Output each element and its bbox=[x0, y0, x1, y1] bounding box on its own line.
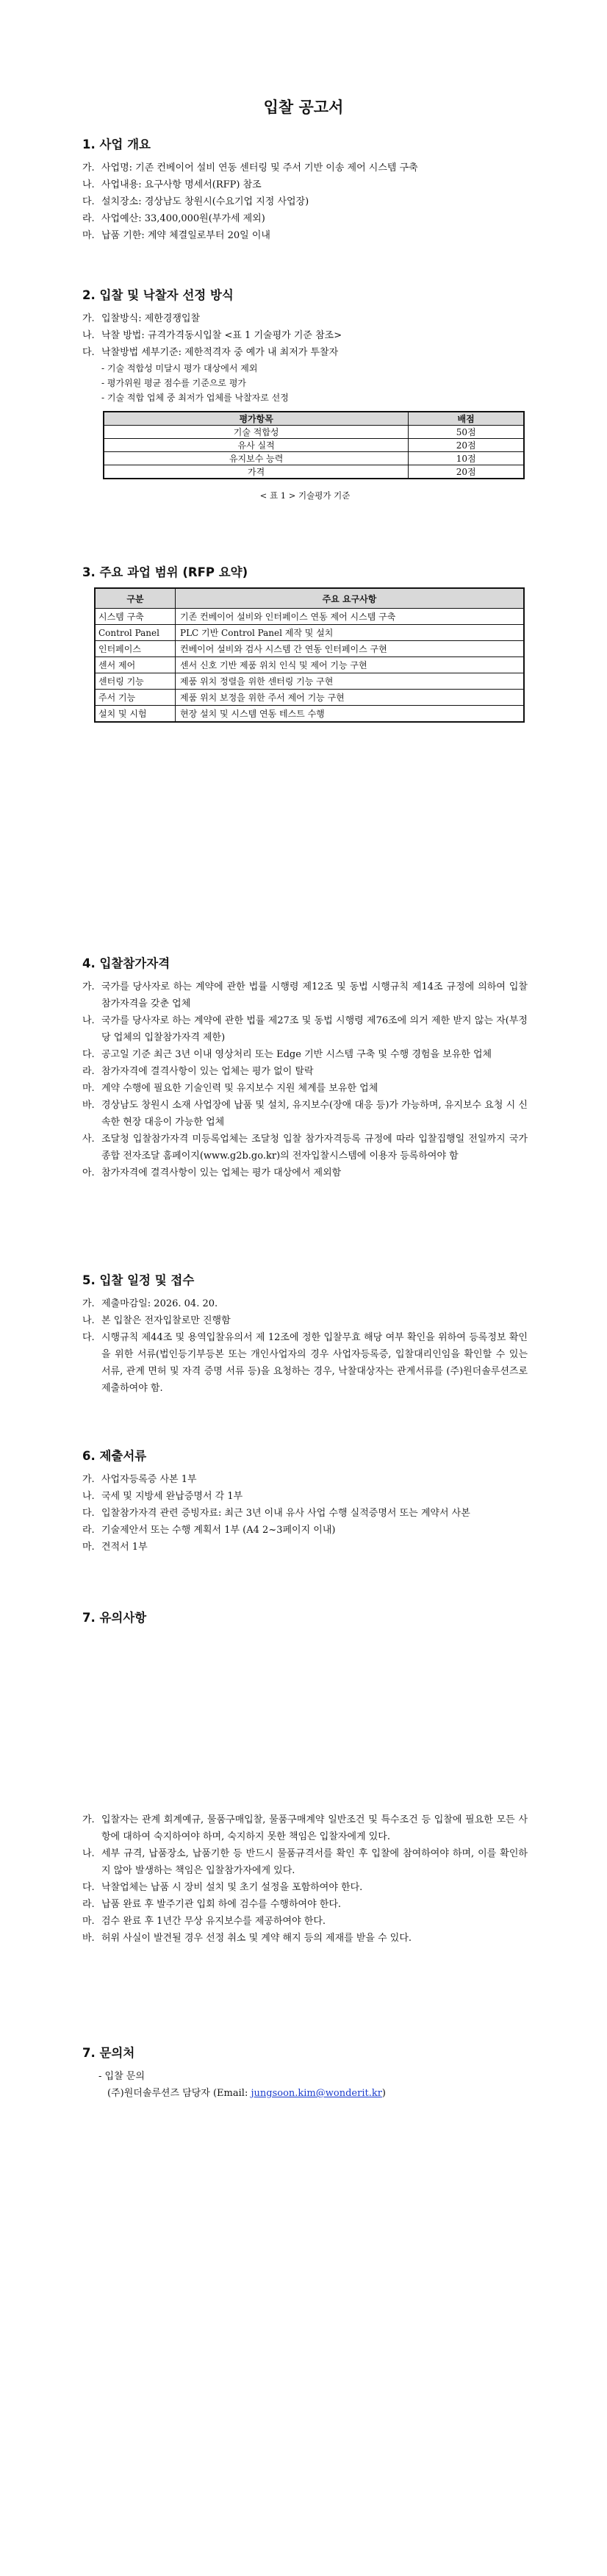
section-heading: 6. 제출서류 bbox=[82, 1449, 147, 1463]
sub-note: - 평가위원 평균 점수를 기준으로 평가 bbox=[101, 378, 247, 388]
section-heading: 3. 주요 과업 범위 (RFP 요약) bbox=[82, 565, 248, 579]
list-item: 라. 납품 완료 후 발주기관 입회 하에 검수를 수행하여야 한다. bbox=[82, 1899, 342, 1910]
list-item: 아. 참가자격에 결격사항이 있는 업체는 평가 대상에서 제외함 bbox=[82, 1167, 342, 1178]
list-item: 가. 국가를 당사자로 하는 계약에 관한 법률 시행령 제12조 및 동법 시행규칙 제14조 규정에 의하여 입찰참가자격을 갖춘 업체 bbox=[82, 981, 528, 1009]
sub-note: - 기술 적합성 미달시 평가 대상에서 제외 bbox=[101, 363, 258, 373]
table-row: 가격 20점 bbox=[104, 465, 524, 479]
sub-note: - 기술 적합 업체 중 최저가 업체를 낙찰자로 선정 bbox=[101, 393, 289, 403]
list-item: 다. 낙찰업체는 납품 시 장비 설치 및 초기 설정을 포함하여야 한다. bbox=[82, 1882, 363, 1893]
table-caption: < 표 1 > 기술평가 기준 bbox=[259, 490, 351, 501]
list-item: 다. 설치장소: 경상남도 창원시(수요기업 지정 사업장) bbox=[82, 196, 309, 207]
list-item: 가. 입찰자는 관계 회계예규, 물품구매입찰, 물품구매계약 일반조건 및 특수조건 등 입찰에 필요한 모든 사항에 대하여 숙지하여야 하며, 숙지하지 못한 책임은 입찰자에게 있다. bbox=[82, 1814, 528, 1842]
section-bidding-method bbox=[82, 285, 528, 501]
section-notes bbox=[82, 1811, 528, 1947]
table-row: 시스템 구축 기존 컨베이어 설비와 인터페이스 연동 제어 시스템 구축 bbox=[95, 609, 524, 625]
table-row: 센터링 기능 제품 위치 정렬을 위한 센터링 기능 구현 bbox=[95, 673, 524, 690]
list-item: 바. 허위 사실이 발견될 경우 선정 취소 및 계약 해지 등의 제재를 받을 수 있다. bbox=[82, 1933, 412, 1944]
list-item: 라. 참가자격에 결격사항이 있는 업체는 평가 없이 탈락 bbox=[82, 1066, 314, 1077]
contact-prefix: (주)원더솔루션즈 담당자 (Email: bbox=[107, 2088, 251, 2099]
table-row: 유사 실적 20점 bbox=[104, 439, 524, 452]
list-item: 나. 국세 및 지방세 완납증명서 각 1부 bbox=[82, 1491, 243, 1502]
table-row: 주서 기능 제품 위치 보정을 위한 주서 제어 기능 구현 bbox=[95, 690, 524, 706]
requirements-table bbox=[94, 587, 525, 723]
section-documents bbox=[82, 1446, 528, 1556]
table-row: 기술 적합성 50점 bbox=[104, 426, 524, 439]
list-item: 마. 견적서 1부 bbox=[82, 1542, 148, 1553]
section-scope bbox=[82, 562, 528, 723]
list-item: 가. 사업명: 기존 컨베이어 설비 연동 센터링 및 주서 기반 이송 제어 시스템 구축 bbox=[82, 162, 418, 173]
section-contact bbox=[82, 2043, 528, 2102]
item-list bbox=[82, 1811, 528, 1947]
list-item: 가. 제출마감일: 2026. 04. 20. bbox=[82, 1298, 218, 1309]
table-header: 배점 bbox=[409, 412, 524, 426]
section-heading: 2. 입찰 및 낙찰자 선정 방식 bbox=[82, 288, 234, 302]
item-list bbox=[82, 310, 528, 361]
table-header: 평가항목 bbox=[104, 412, 409, 426]
table-row: 인터페이스 컨베이어 설비와 검사 시스템 간 연동 인터페이스 구현 bbox=[95, 641, 524, 657]
list-item: 마. 검수 완료 후 1년간 무상 유지보수를 제공하여야 한다. bbox=[82, 1916, 326, 1927]
item-list bbox=[82, 1295, 528, 1397]
list-item: 다. 낙찰방법 세부기준: 제한적격자 중 예가 내 최저가 투찰자 bbox=[82, 347, 339, 358]
list-item: 가. 사업자등록증 사본 1부 bbox=[82, 1474, 197, 1485]
list-item: 나. 사업내용: 요구사항 명세서(RFP) 참조 bbox=[82, 179, 262, 190]
item-list bbox=[82, 1471, 528, 1556]
contact-email-link[interactable]: jungsoon.kim@wonderit.kr bbox=[251, 2088, 382, 2099]
item-list bbox=[82, 978, 528, 1181]
section-notes-heading bbox=[82, 1608, 528, 1633]
contact-line bbox=[82, 2085, 528, 2102]
list-item: 바. 경상남도 창원시 소재 사업장에 납품 및 설치, 유지보수(장애 대응 등)가 가능하며, 유지보수 요청 시 신속한 현장 대응이 가능한 업체 bbox=[82, 1100, 528, 1128]
section-heading: 7. 문의처 bbox=[82, 2046, 135, 2060]
table-header-row bbox=[104, 412, 524, 426]
item-list bbox=[82, 160, 528, 244]
table-row: Control Panel PLC 기반 Control Panel 제작 및 설치 bbox=[95, 625, 524, 641]
list-item: 마. 계약 수행에 필요한 기술인력 및 유지보수 지원 체계를 보유한 업체 bbox=[82, 1083, 378, 1094]
section-heading: 4. 입찰참가자격 bbox=[82, 956, 170, 970]
list-item: 라. 기술제안서 또는 수행 계획서 1부 (A4 2~3페이지 이내) bbox=[82, 1525, 336, 1536]
section-schedule bbox=[82, 1270, 528, 1397]
section-overview bbox=[82, 135, 528, 244]
contact-suffix: ) bbox=[381, 2088, 386, 2099]
list-item: 가. 입찰방식: 제한경쟁입찰 bbox=[82, 313, 201, 324]
list-item: 마. 납품 기한: 계약 체결일로부터 20일 이내 bbox=[82, 230, 270, 241]
table-header: 주요 요구사항 bbox=[176, 588, 525, 609]
table-row: 센서 제어 센서 신호 기반 제품 위치 인식 및 제어 기능 구현 bbox=[95, 657, 524, 673]
page-title: 입찰 공고서 bbox=[263, 99, 344, 116]
contact-label: - 입찰 문의 bbox=[98, 2071, 145, 2082]
list-item: 나. 국가를 당사자로 하는 계약에 관한 법률 제27조 및 동법 시행령 제76조에 의거 제한 받지 않는 자(부정당 업체의 입찰참가자격 제한) bbox=[82, 1015, 528, 1043]
list-item: 나. 세부 규격, 납품장소, 납품기한 등 반드시 물품규격서를 확인 후 입찰에 참여하여야 하며, 이를 확인하지 않아 발생하는 책임은 입찰참가자에게 있다. bbox=[82, 1848, 528, 1876]
section-heading: 5. 입찰 일정 및 접수 bbox=[82, 1273, 195, 1287]
section-eligibility bbox=[82, 954, 528, 1181]
table-row: 설치 및 시험 현장 설치 및 시스템 연동 테스트 수행 bbox=[95, 706, 524, 723]
table-header: 구분 bbox=[95, 588, 176, 609]
list-item: 사. 조달청 입찰참가자격 미등록업체는 조달청 입찰 참가자격등록 규정에 따라 입찰집행일 전일까지 국가종합 전자조달 홈페이지(www.g2b.go.kr)의 전자입찰시스템에 이용자 등록하여야 함 bbox=[82, 1134, 528, 1162]
list-item: 다. 시행규칙 제44조 및 용역입찰유의서 제 12조에 정한 입찰무효 해당 여부 확인을 위하여 등록정보 확인을 위한 서류(법인등기부등본 또는 개인사업자의 경우 사업자등록증, 입찰대리인임을 확인할 수 있는 서류, 관계 면허 및 자격 증명 서류 등)을 요청하는 경우, 낙찰대상자는 관계서류를 (주)원더솔루션즈로 제출하여야 함. bbox=[82, 1332, 528, 1394]
table-header-row bbox=[95, 588, 524, 609]
table-row: 유지보수 능력 10점 bbox=[104, 452, 524, 465]
list-item: 나. 본 입찰은 전자입찰로만 진행함 bbox=[82, 1315, 231, 1326]
list-item: 다. 공고일 기준 최근 3년 이내 영상처리 또는 Edge 기반 시스템 구축 및 수행 경험을 보유한 업체 bbox=[82, 1049, 492, 1060]
section-heading: 1. 사업 개요 bbox=[82, 137, 151, 151]
list-item: 라. 사업예산: 33,400,000원(부가세 제외) bbox=[82, 213, 265, 224]
list-item: 나. 낙찰 방법: 규격가격동시입찰 <표 1 기술평가 기준 참조> bbox=[82, 330, 342, 341]
section-heading: 7. 유의사항 bbox=[82, 1611, 147, 1625]
evaluation-table bbox=[103, 411, 525, 479]
list-item: 다. 입찰참가자격 관련 증빙자료: 최근 3년 이내 유사 사업 수행 실적증명서 또는 계약서 사본 bbox=[82, 1508, 470, 1519]
